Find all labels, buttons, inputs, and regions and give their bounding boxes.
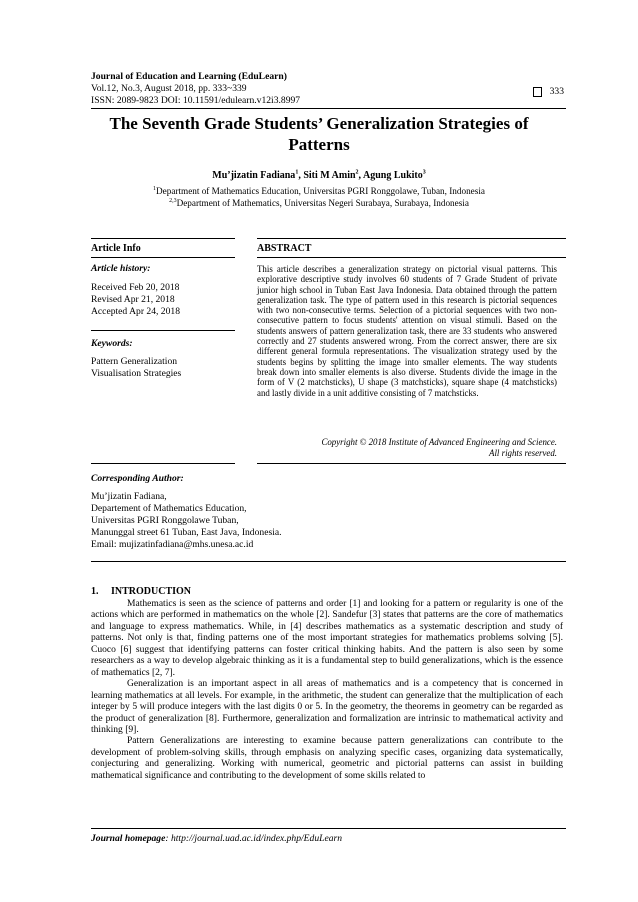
aff-1-text: Department of Mathematics Education, Universitas PGRI Ronggolawe, Tuban, Indonesia <box>156 186 485 196</box>
homepage-label: Journal homepage <box>91 833 166 844</box>
author-2-sup: 2 <box>355 169 359 176</box>
corresponding-univ: Universitas PGRI Ronggolawe Tuban, <box>91 515 239 526</box>
copyright-line-1: Copyright © 2018 Institute of Advanced Engineering and Science. <box>321 437 557 447</box>
abstract-rule-top <box>257 238 566 239</box>
abstract-heading: ABSTRACT <box>257 243 312 254</box>
author-list <box>60 170 578 181</box>
volume-info: Vol.12, No.3, August 2018, pp. 333~339 <box>91 83 247 94</box>
title-line-1: The Seventh Grade Students’ Generalization Strategies of <box>109 114 529 133</box>
revised-date: Revised Apr 21, 2018 <box>91 294 175 305</box>
aff-1-sup: 1 <box>153 185 157 192</box>
article-info-rule-bottom <box>91 463 235 464</box>
author-3-sup: 3 <box>422 169 426 176</box>
keyword-2: Visualisation Strategies <box>91 368 182 379</box>
footer-rule <box>91 828 566 829</box>
corresponding-dept: Departement of Mathematics Education, <box>91 503 247 514</box>
homepage-url[interactable]: : http://journal.uad.ac.id/index.php/EduLearn <box>165 833 343 844</box>
intro-paragraph-3: Pattern Generalizations are interesting to examine because pattern generalizations can contribute to the development of problem-solving skills, through emphasis on analyzing specific cases, organizing data systematically, conjecturing and generalizing. Working with numerical, geometric and pictorial patterns can assist in building mathematical significance and contributing to the development of some skills related to <box>91 735 563 781</box>
article-info-rule-top <box>91 238 235 239</box>
aff-2-sup: 2,3 <box>169 197 177 204</box>
journal-name: Journal of Education and Learning (EduLearn) <box>91 71 287 82</box>
header-rule <box>91 108 566 109</box>
author-sep: , <box>358 170 363 181</box>
author-1: Mu’jizatin Fadiana <box>212 170 296 181</box>
journal-homepage <box>91 833 342 844</box>
copyright-line-2: All rights reserved. <box>489 447 557 458</box>
author-3: Agung Lukito <box>363 170 423 181</box>
keywords-rule <box>91 330 235 331</box>
article-history-heading: Article history: <box>91 263 151 274</box>
received-date: Received Feb 20, 2018 <box>91 282 180 293</box>
corresponding-heading: Corresponding Author: <box>91 473 184 484</box>
abstract-text: This article describes a generalization strategy on pictorial visual patterns. This explorative descriptive study involves 60 students of 7 Grade Student of private junior high school in Tuban East Java Indonesia. Data obtained through the pattern generalization task. The type of pattern used in this research is pictorial sequences with two non-consecutive terms. Selection of a pictorial sequences with two non-consecutive pattern to focus students' attention on visual stimuli. Based on the students answers of pattern generalization task, there are 33 students who answered correctly and 27 students answered wrong. From the correct answer, there are six different general formula representations. The visualization strategy used by the students begins by splitting the image into smaller elements. The way students break down into smaller elements is also diverse. Students divide the image in the form of V (2 matchsticks), U shape (3 matchsticks), square shape (4 matchsticks) and lastly divide in a unit additive consisting of 7 matchsticks. <box>257 264 557 398</box>
affiliation-2 <box>60 198 578 209</box>
square-icon <box>533 87 542 97</box>
author-sep: , <box>298 170 304 181</box>
keyword-1: Pattern Generalization <box>91 356 178 367</box>
intro-paragraph-2: Generalization is an important aspect in all areas of mathematics and is a competency that is concerned in learning mathematics at all levels. For example, in the arithmetic, the student can generalize that the multiplication of each integer by 5 will produce integers with the last digits 0 or 5. In the geometry, the theorems in geometry can be regarded as the product of generalization [8]. Furthermore, generalization and formalization are intrinsic to mathematical activity and thinking [9]. <box>91 678 563 735</box>
article-info-rule <box>91 257 235 258</box>
intro-paragraph-1: Mathematics is seen as the science of patterns and order [1] and looking for a pattern or regularity is one of the actions which are performed in mathematics on the whole [2]. Sandefur [3] states that patterns are the core of mathematics and language to express mathematics. While, in [4] describes mathematics as a systematic description and study of patterns. Not only is that, finding patterns one of the most important strategies for mathematics problems solving [5]. Cuoco [6] suggest that identifying patterns can foster critical thinking habits. And the pattern is also seen by some researchers as a way to develop algebraic thinking as it is a fundamental step to build generalizations, which is the essence of mathematics [2, 7]. <box>91 598 563 678</box>
issn-doi: ISSN: 2089-9823 DOI: 10.11591/edulearn.v12i3.8997 <box>91 95 301 106</box>
corresponding-email: Email: mujizatinfadiana@mhs.unesa.ac.id <box>91 539 254 550</box>
introduction-heading: 1. INTRODUCTION <box>91 586 192 597</box>
accepted-date: Accepted Apr 24, 2018 <box>91 306 180 317</box>
aff-2-text: Department of Mathematics, Universitas Negeri Surabaya, Surabaya, Indonesia <box>176 198 469 208</box>
introduction-body <box>91 598 563 781</box>
author-1-sup: 1 <box>295 169 299 176</box>
article-info-heading: Article Info <box>91 243 141 254</box>
abstract-rule-bottom <box>257 463 566 464</box>
corresponding-rule <box>91 561 566 562</box>
page-number: 333 <box>549 86 564 97</box>
title-line-2: Patterns <box>288 135 350 154</box>
keywords-heading: Keywords: <box>91 338 133 349</box>
abstract-rule <box>257 257 566 258</box>
copyright-notice <box>257 437 557 458</box>
paper-title <box>60 113 578 155</box>
corresponding-name: Mu’jizatin Fadiana, <box>91 491 167 502</box>
affiliation-1 <box>60 186 578 197</box>
author-2: Siti M Amin <box>303 170 356 181</box>
corresponding-street: Manunggal street 61 Tuban, East Java, Indonesia. <box>91 527 282 538</box>
